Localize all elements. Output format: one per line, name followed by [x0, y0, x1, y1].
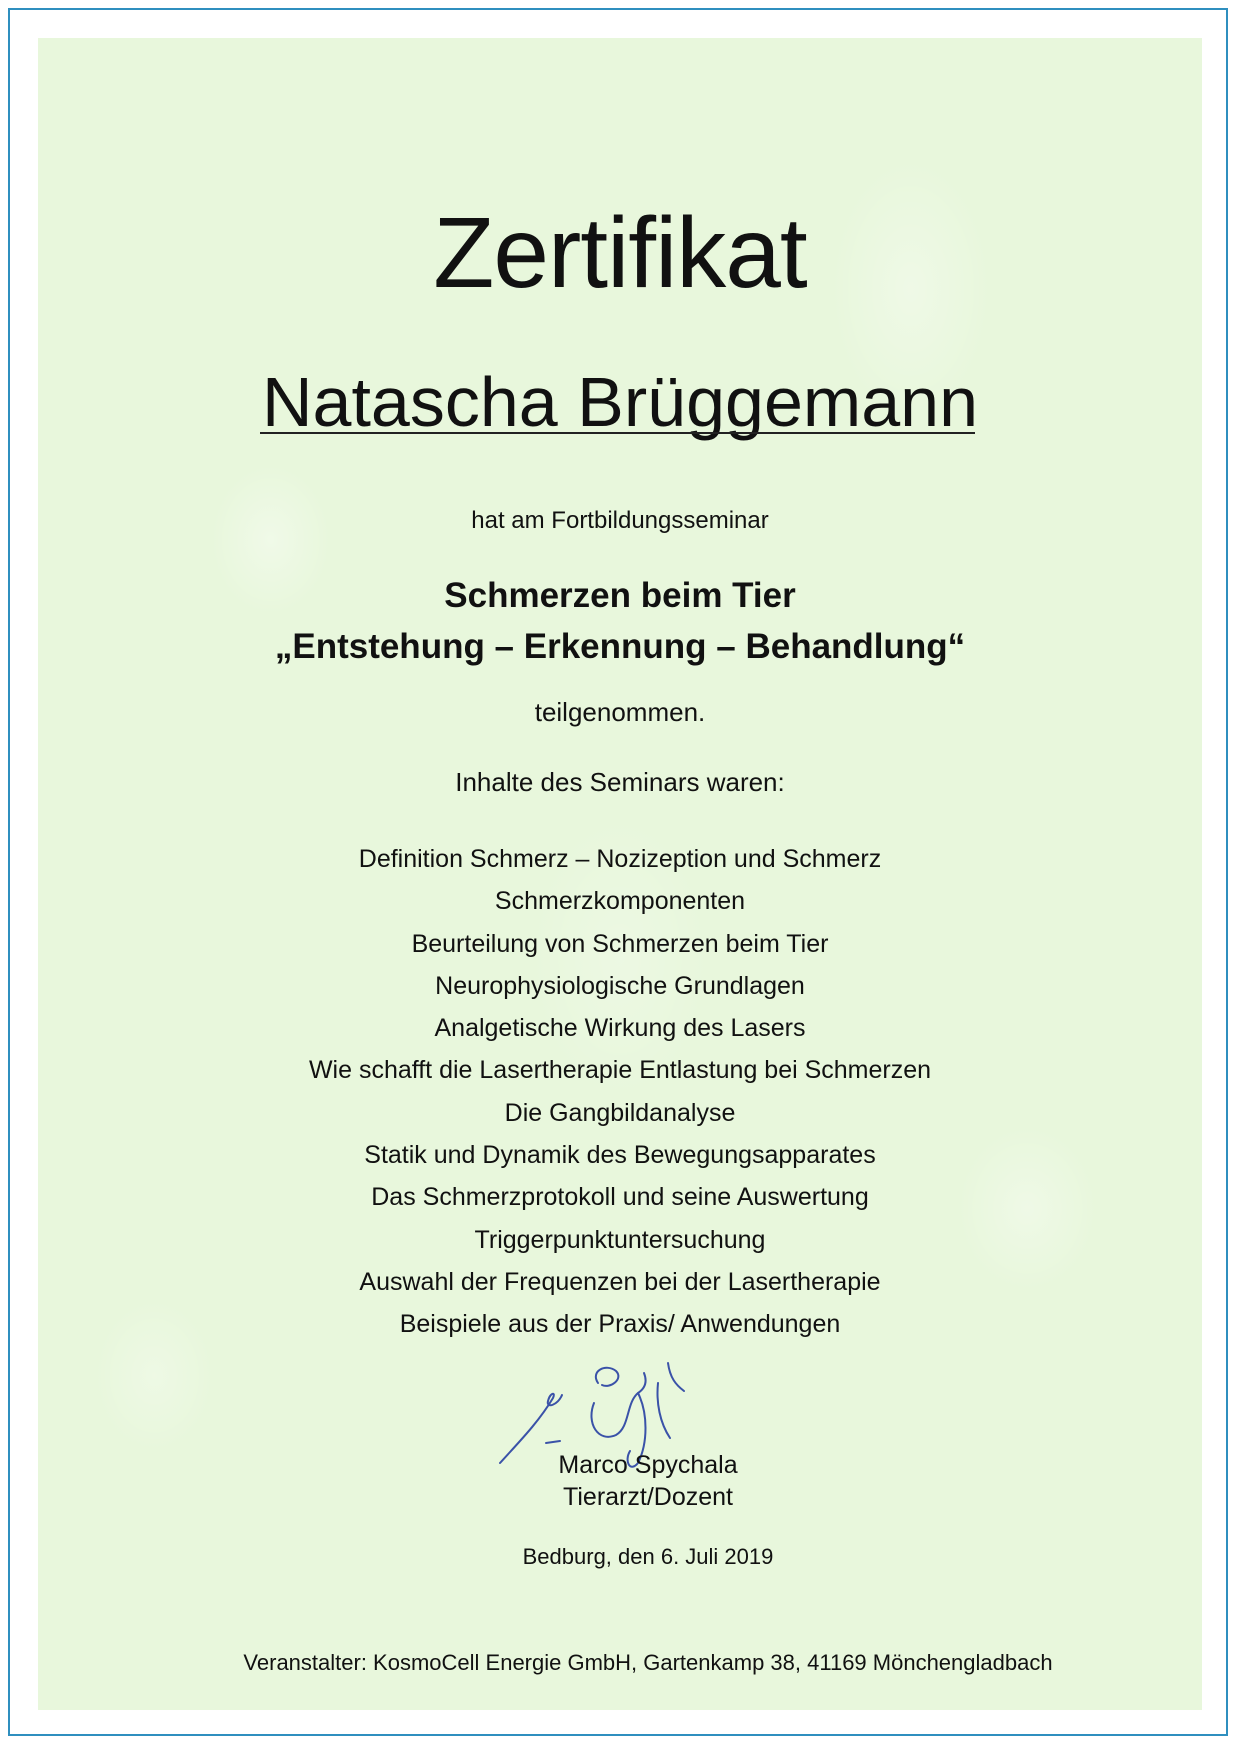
topic-item: Auswahl der Frequenzen bei der Lasertherapie: [359, 1267, 881, 1296]
topic-item: Schmerzkomponenten: [494, 887, 746, 916]
organizer-line: Veranstalter: KosmoCell Energie GmbH, Gartenkamp 38, 41169 Mönchengladbach: [243, 1650, 1053, 1675]
certificate-title: Zertifikat: [433, 197, 807, 309]
seminar-subtitle: „Entstehung – Erkennung – Behandlung“: [274, 627, 966, 666]
topic-item: Triggerpunktuntersuchung: [474, 1225, 766, 1254]
intro-text: hat am Fortbildungsseminar: [471, 507, 769, 534]
topic-item: Statik und Dynamik des Bewegungsapparates: [364, 1141, 876, 1170]
recipient-name: Natascha Brüggemann: [262, 363, 978, 441]
topic-item: Beispiele aus der Praxis/ Anwendungen: [399, 1310, 841, 1339]
topic-item: Wie schafft die Lasertherapie Entlastung bei Schmerzen: [308, 1056, 932, 1085]
name-underline: [260, 432, 975, 434]
place-and-date: Bedburg, den 6. Juli 2019: [522, 1544, 774, 1569]
signer-role: Tierarzt/Dozent: [563, 1483, 733, 1511]
topic-item: Die Gangbildanalyse: [504, 1098, 736, 1127]
topic-item: Neurophysiologische Grundlagen: [435, 971, 805, 1000]
seminar-title: Schmerzen beim Tier: [444, 576, 796, 615]
topic-item: Beurteilung von Schmerzen beim Tier: [411, 929, 829, 958]
contents-heading: Inhalte des Seminars waren:: [455, 767, 785, 797]
participated-text: teilgenommen.: [534, 697, 706, 727]
topic-item: Definition Schmerz – Nozizeption und Schmerz: [358, 845, 882, 873]
topic-item: Analgetische Wirkung des Lasers: [434, 1014, 806, 1043]
topic-list: [38, 843, 1202, 1351]
certificate-frame: [8, 8, 1228, 1736]
topic-item: Das Schmerzprotokoll und seine Auswertung: [371, 1183, 869, 1212]
certificate-paper: [38, 38, 1202, 1710]
signer-name: Marco Spychala: [558, 1451, 738, 1479]
